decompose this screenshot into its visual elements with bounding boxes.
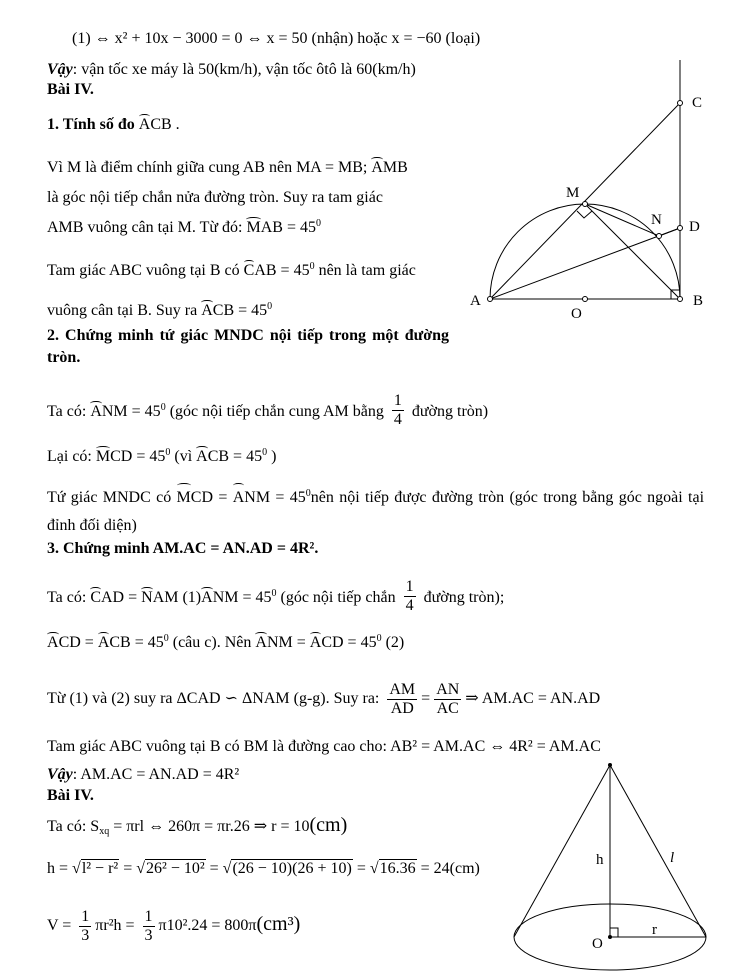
label-o-cone: O <box>592 936 603 952</box>
part-heading: 3. Chứng minh AM.AC = AN.AD = 4R². <box>47 540 319 557</box>
text-line: Ta có: CAD = NAM $(1)ANM = 45^0$ (góc nội tiếp chắn $\frac{1}{4}$ đường tròn); <box>47 578 505 614</box>
label-n: N <box>651 212 662 228</box>
text-line: là góc nội tiếp chắn nửa đường tròn. Suy ra tam giác <box>47 189 383 206</box>
geometry-figure <box>460 50 730 330</box>
text-line: Tam giác ABC vuông tại B có CAB = $45^0$ nên là tam giác <box>47 261 416 279</box>
cone-left-side <box>514 765 610 937</box>
label-l: l <box>670 850 675 866</box>
point-a <box>488 297 493 302</box>
point-c <box>678 101 683 106</box>
text-paragraph: Tứ giác MNDC có MCD = ANM = $45^0nên$ nội tiếp được đường tròn (góc trong bằng góc ngoài tại đỉnh đối diện) <box>47 484 704 540</box>
right-angle-m <box>577 211 592 218</box>
equation-line: h = √l² − r² = √26² − 10² = √(26 − 10)(26 + 10) = √16.36 = 24(cm) <box>47 860 480 877</box>
label-o: O <box>571 306 582 322</box>
conclusion-line: Vậy: AM.AC = AN.AD = 4R² <box>47 766 240 783</box>
text-line: Từ (1) và (2) suy ra ΔCAD ∽ ΔNAM (g-g). Suy ra: $\frac{AM}{AD}$ = $\frac{AN}{AC}$ ⇒ AM.AC = AN.AD <box>47 681 601 717</box>
text-line: Lại có: MCD = $45^0$ (vì ACB = $45^0$ ) <box>47 447 277 465</box>
label-a: A <box>470 293 481 309</box>
text-line: Ta có: ANM = $45^0$ (góc nội tiếp chắn cung AM bằng $\frac{1}{4}$ đường tròn) <box>47 392 489 428</box>
text-line: vuông cân tại B. Suy ra ACB = $45^0$ <box>47 301 273 319</box>
section-heading: Bài IV. <box>47 787 94 804</box>
text-line: Tam giác ABC vuông tại B có BM là đường cao cho: AB² = AM.AC ⇔ 4R² = AM.AC <box>47 738 601 755</box>
section-heading: Bài IV. <box>47 81 94 98</box>
point-o <box>583 297 588 302</box>
label-c: C <box>692 95 703 111</box>
text-line: Vì M là điểm chính giữa cung AB nên MA = MB; AMB <box>47 159 408 176</box>
text-line: AMB vuông cân tại M. Từ đó: MAB = $45^0$ <box>47 218 321 236</box>
part-heading: 1. Tính số đo ACB . <box>47 116 180 133</box>
part-heading: 2. Chứng minh tứ giác MNDC nội tiếp trong một đường tròn. <box>47 327 449 366</box>
label-h: h <box>596 852 604 868</box>
point-d <box>678 226 683 231</box>
cone-center <box>608 935 612 939</box>
label-r: r <box>652 922 657 938</box>
text-line: ACD = ACB = $45^0$ (câu c). Nên ANM = ACD = $45^0$ (2) <box>47 633 405 651</box>
point-b <box>678 297 683 302</box>
equation-line: (1) ⇔ x² + 10x − 3000 = 0 ⇔ x = 50 (nhận) hoặc x = −60 (loại) <box>72 30 481 47</box>
line-nd <box>659 228 680 236</box>
line-ad <box>490 228 680 299</box>
label-m: M <box>566 185 580 201</box>
line-mb <box>585 204 680 299</box>
line-mn <box>585 204 659 236</box>
label-b: B <box>693 293 704 309</box>
conclusion-line: Vậy: vận tốc xe máy là 50(km/h), vận tốc ôtô là 60(km/h) <box>47 61 416 78</box>
point-m <box>583 202 588 207</box>
point-n <box>657 234 662 239</box>
cone-right-side <box>610 765 706 937</box>
equation-line: Ta có: $S_{xq} = \pi rl$ ⇔ 260π = πr.26 ⇒ r = 10(cm) <box>47 814 348 837</box>
cone-apex <box>608 763 612 767</box>
label-d: D <box>689 219 700 235</box>
equation-line: V = $\frac{1}{3}$ πr²h = $\frac{1}{3}$ π10².24 = 800π(cm³) <box>47 908 301 944</box>
cone-figure <box>508 760 734 975</box>
